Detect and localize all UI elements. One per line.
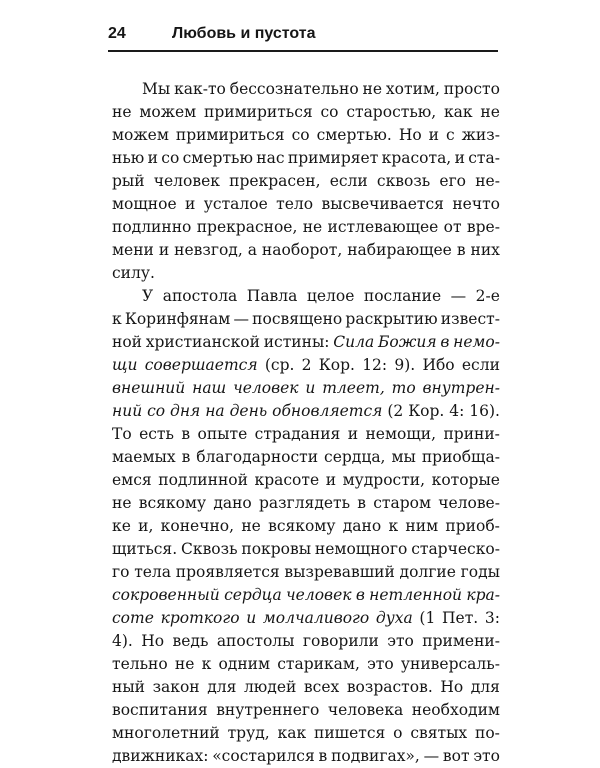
text-word: истины: [263,333,330,351]
text-line [112,607,500,630]
text-word: мощное [112,195,177,213]
text-line [112,170,500,193]
text-word: 12: [362,356,388,374]
text-line [112,538,500,561]
text-word: и [305,379,316,397]
text-word: людей [243,678,297,696]
text-word: одним [218,655,271,673]
text-word: прекрасное, [196,218,298,236]
text-word: можем [139,103,197,121]
text-word: совершается [144,356,258,374]
text-word: подвигах», [331,747,420,765]
text-word: со [320,103,339,121]
text-word: и, [138,517,154,535]
text-word: (1 [419,609,436,627]
text-word: и [347,425,359,443]
text-word: в [440,333,450,351]
text-word: кра- [466,586,500,604]
text-word: примириться [204,103,313,121]
text-word: ной [112,333,142,351]
text-word: бессознательно [229,80,359,98]
text-line [112,377,500,400]
text-word: для [207,678,237,696]
text-word: немощного [314,540,408,558]
text-word: нетленной [369,586,463,604]
text-word: к [112,310,122,328]
text-line [112,653,500,676]
text-word: годы [460,563,500,581]
text-word: истлевающее [327,218,439,236]
text-word: старом [373,494,432,512]
text-word: то [391,379,416,397]
text-word: Коринфянам [124,310,231,328]
text-word: Сила [333,333,375,351]
text-word: ный [112,678,145,696]
text-word: красота, [381,149,452,167]
text-word: и [147,149,158,167]
text-word: Пет. [442,609,479,627]
text-word: не [362,80,383,98]
text-word: труд, [227,724,270,742]
text-word: маемых [112,448,176,466]
text-word: возрастов. [346,678,433,696]
text-word: Кор. [318,356,355,374]
text-word: всех [303,678,340,696]
text-word: красоте [254,471,320,489]
text-word: к [388,517,399,535]
text-word: примириться [175,126,285,144]
text-word: ним [405,517,439,535]
text-line [112,147,500,170]
text-word: вре- [466,218,500,236]
text-word: дано [213,494,252,512]
text-word: немощи, [365,425,437,443]
text-word: человека [327,701,404,719]
text-word: нечто [452,195,500,213]
text-word: и [428,126,440,144]
text-word: Ибо [422,356,455,374]
text-word: вот [442,747,470,765]
text-word: благодарности [196,448,319,466]
text-word: на [205,402,225,420]
text-word: Но [398,126,422,144]
text-word: просто [443,80,500,98]
text-word: по- [475,724,500,742]
text-word: долгие [399,563,456,581]
text-line [112,515,500,538]
text-word: опыте [197,425,248,443]
text-word: со [161,149,180,167]
text-word: наоборот, [261,241,343,259]
text-word: не [112,494,132,512]
body-text [112,78,500,768]
text-word: покровы [241,540,312,558]
text-word: это [473,747,500,765]
text-word: ке [112,517,131,535]
text-word: примени- [422,632,500,650]
text-line [112,469,500,492]
text-word: нас [256,149,285,167]
text-line [112,699,500,722]
text-word: и [185,195,196,213]
text-word: невзгод, [174,241,243,259]
text-word: Кор. [408,402,445,420]
text-word: закон [152,678,200,696]
text-word: Павла [246,287,298,305]
text-line [112,722,500,745]
book-title: Любовь и пустота [172,25,316,42]
text-word: щи [112,356,138,374]
text-word: со [291,126,310,144]
text-word: духа [375,609,413,627]
text-word: не [302,218,323,236]
text-line [112,584,500,607]
text-word: сердца [224,586,282,604]
text-word: конечно, [160,517,235,535]
text-word: соте [112,609,154,627]
text-word: которые [431,471,500,489]
text-word: как [277,724,307,742]
running-head [108,22,316,46]
text-word: сокровенный [112,586,220,604]
text-word: апостола [162,287,238,305]
text-word: в [456,241,466,259]
text-word: — [423,747,440,765]
text-word: сердца, [324,448,386,466]
text-word: усталое [203,195,268,213]
text-line [112,630,500,653]
text-word: если [461,356,500,374]
text-word: и [454,149,465,167]
text-word: Мы [142,80,171,98]
page-number: 24 [108,25,126,42]
text-word: Но [440,678,464,696]
text-word: У [142,287,154,305]
text-word: прекрасен, [229,172,321,190]
text-word: высвечивается [321,195,444,213]
text-word: от [443,218,462,236]
text-word: старостью, [346,103,437,121]
text-word: как [443,103,473,121]
text-word: в [355,586,365,604]
text-word: — [450,287,467,305]
text-word: всякому [138,494,207,512]
text-word: если [329,172,368,190]
text-line [112,561,500,584]
text-word: универсаль- [400,655,500,673]
text-word: щиться. [112,540,178,558]
text-word: апостолы [216,632,295,650]
text-word: многолетний [112,724,220,742]
text-word: вызревавший [284,563,395,581]
text-line [112,331,500,354]
text-word: проявляется [175,563,280,581]
text-line [112,400,500,423]
text-word: мудрости, [342,471,426,489]
text-line [112,354,500,377]
text-word: силу. [112,264,155,282]
text-word: движниках: [112,747,209,765]
text-word: воспитания [112,701,208,719]
text-word: человек [153,172,220,190]
text-word: человек [286,586,352,604]
text-word: а [247,241,257,259]
text-word: смертью [182,149,253,167]
text-word: всякому [268,517,336,535]
text-word: внешний [112,379,186,397]
text-word: жиз- [461,126,500,144]
text-word: святых [410,724,468,742]
text-word: тлеет, [322,379,385,397]
text-word: ста- [468,149,500,167]
text-word: тело [276,195,314,213]
text-word: пишется [314,724,386,742]
text-word: есть [139,425,174,443]
text-word: 2-е [475,287,500,305]
text-line [112,239,500,262]
text-word: не- [475,172,500,190]
text-word: раскрытию [345,310,438,328]
text-word: сквозь [376,172,431,190]
text-word: в [318,747,328,765]
text-word: (2 [387,402,404,420]
text-word: целое [306,287,355,305]
text-word: христианской [145,333,260,351]
text-line [112,676,500,699]
text-word: в [357,494,366,512]
text-word: дано [342,517,382,535]
text-line [112,101,500,124]
text-word: человек [233,379,299,397]
text-word: 2 [301,356,312,374]
text-word: с [446,126,455,144]
text-word: внутрен- [422,379,500,397]
text-word: говорили [302,632,379,650]
text-line [112,492,500,515]
text-line [112,285,500,308]
text-word: (ср. [264,356,295,374]
text-word: ведь [172,632,209,650]
text-word: прини- [443,425,500,443]
text-line [112,78,500,101]
text-word: обновляется [272,402,383,420]
text-word: о [393,724,403,742]
text-word: приоб- [445,517,500,535]
text-word: 3: [484,609,500,627]
text-word: То [112,425,132,443]
text-word: смертью. [316,126,392,144]
text-word: 16). [469,402,500,420]
text-word: ний [112,402,143,420]
text-line [112,308,500,331]
text-word: тельно [112,655,168,673]
text-word: не [480,103,500,121]
text-word: в [181,425,191,443]
text-word: и [325,471,337,489]
text-word: со [147,402,166,420]
text-word: и [246,609,257,627]
text-word: страдания [254,425,341,443]
text-line [112,124,500,147]
text-word: 4). [112,632,133,650]
text-word: челове- [438,494,500,512]
text-word: это [367,655,394,673]
text-word: для [470,678,500,696]
text-word: дня [170,402,201,420]
text-word: тела [134,563,172,581]
text-word: извест- [440,310,500,328]
text-word: не [241,517,261,535]
text-word: го [112,563,130,581]
text-word: приобща- [421,448,500,466]
text-word: послание [363,287,442,305]
text-word: молчаливого [262,609,370,627]
text-word: не [112,103,132,121]
text-word: Сквозь [181,540,238,558]
text-word: наш [192,379,227,397]
text-word: подлинной [158,471,248,489]
text-word: примиряет [287,149,379,167]
text-word: его [439,172,467,190]
text-word: посвящено [252,310,343,328]
text-word: старикам, [277,655,360,673]
text-word: 9). [394,356,416,374]
text-word: рый [112,172,145,190]
text-line [112,446,500,469]
text-word: них [470,241,500,259]
text-word: разглядеть [258,494,351,512]
text-line [112,423,500,446]
text-word: Божия [378,333,437,351]
text-word: кроткого [160,609,240,627]
text-line [112,262,500,285]
text-word: хотим, [385,80,440,98]
text-word: как-то [174,80,226,98]
text-word: — [233,310,249,328]
text-word: это [387,632,414,650]
text-word: набирающее [347,241,452,259]
text-word: подлинно [112,218,192,236]
text-word: старческо- [411,540,500,558]
text-word: внутреннего [216,701,320,719]
text-word: емся [112,471,152,489]
text-word: к [201,655,212,673]
text-line [112,193,500,216]
text-word: 4: [449,402,465,420]
text-word: немо- [453,333,500,351]
text-word: мени [112,241,154,259]
text-word: «состарился [212,747,315,765]
text-word: в [181,448,191,466]
text-line [112,745,500,768]
text-word: нью [112,149,145,167]
text-word: необходим [411,701,500,719]
text-word: можем [112,126,169,144]
text-word: день [229,402,268,420]
text-line [112,216,500,239]
text-word: мы [391,448,416,466]
header-rule [108,50,498,52]
text-word: Но [141,632,165,650]
text-word: и [158,241,170,259]
text-word: не [174,655,195,673]
